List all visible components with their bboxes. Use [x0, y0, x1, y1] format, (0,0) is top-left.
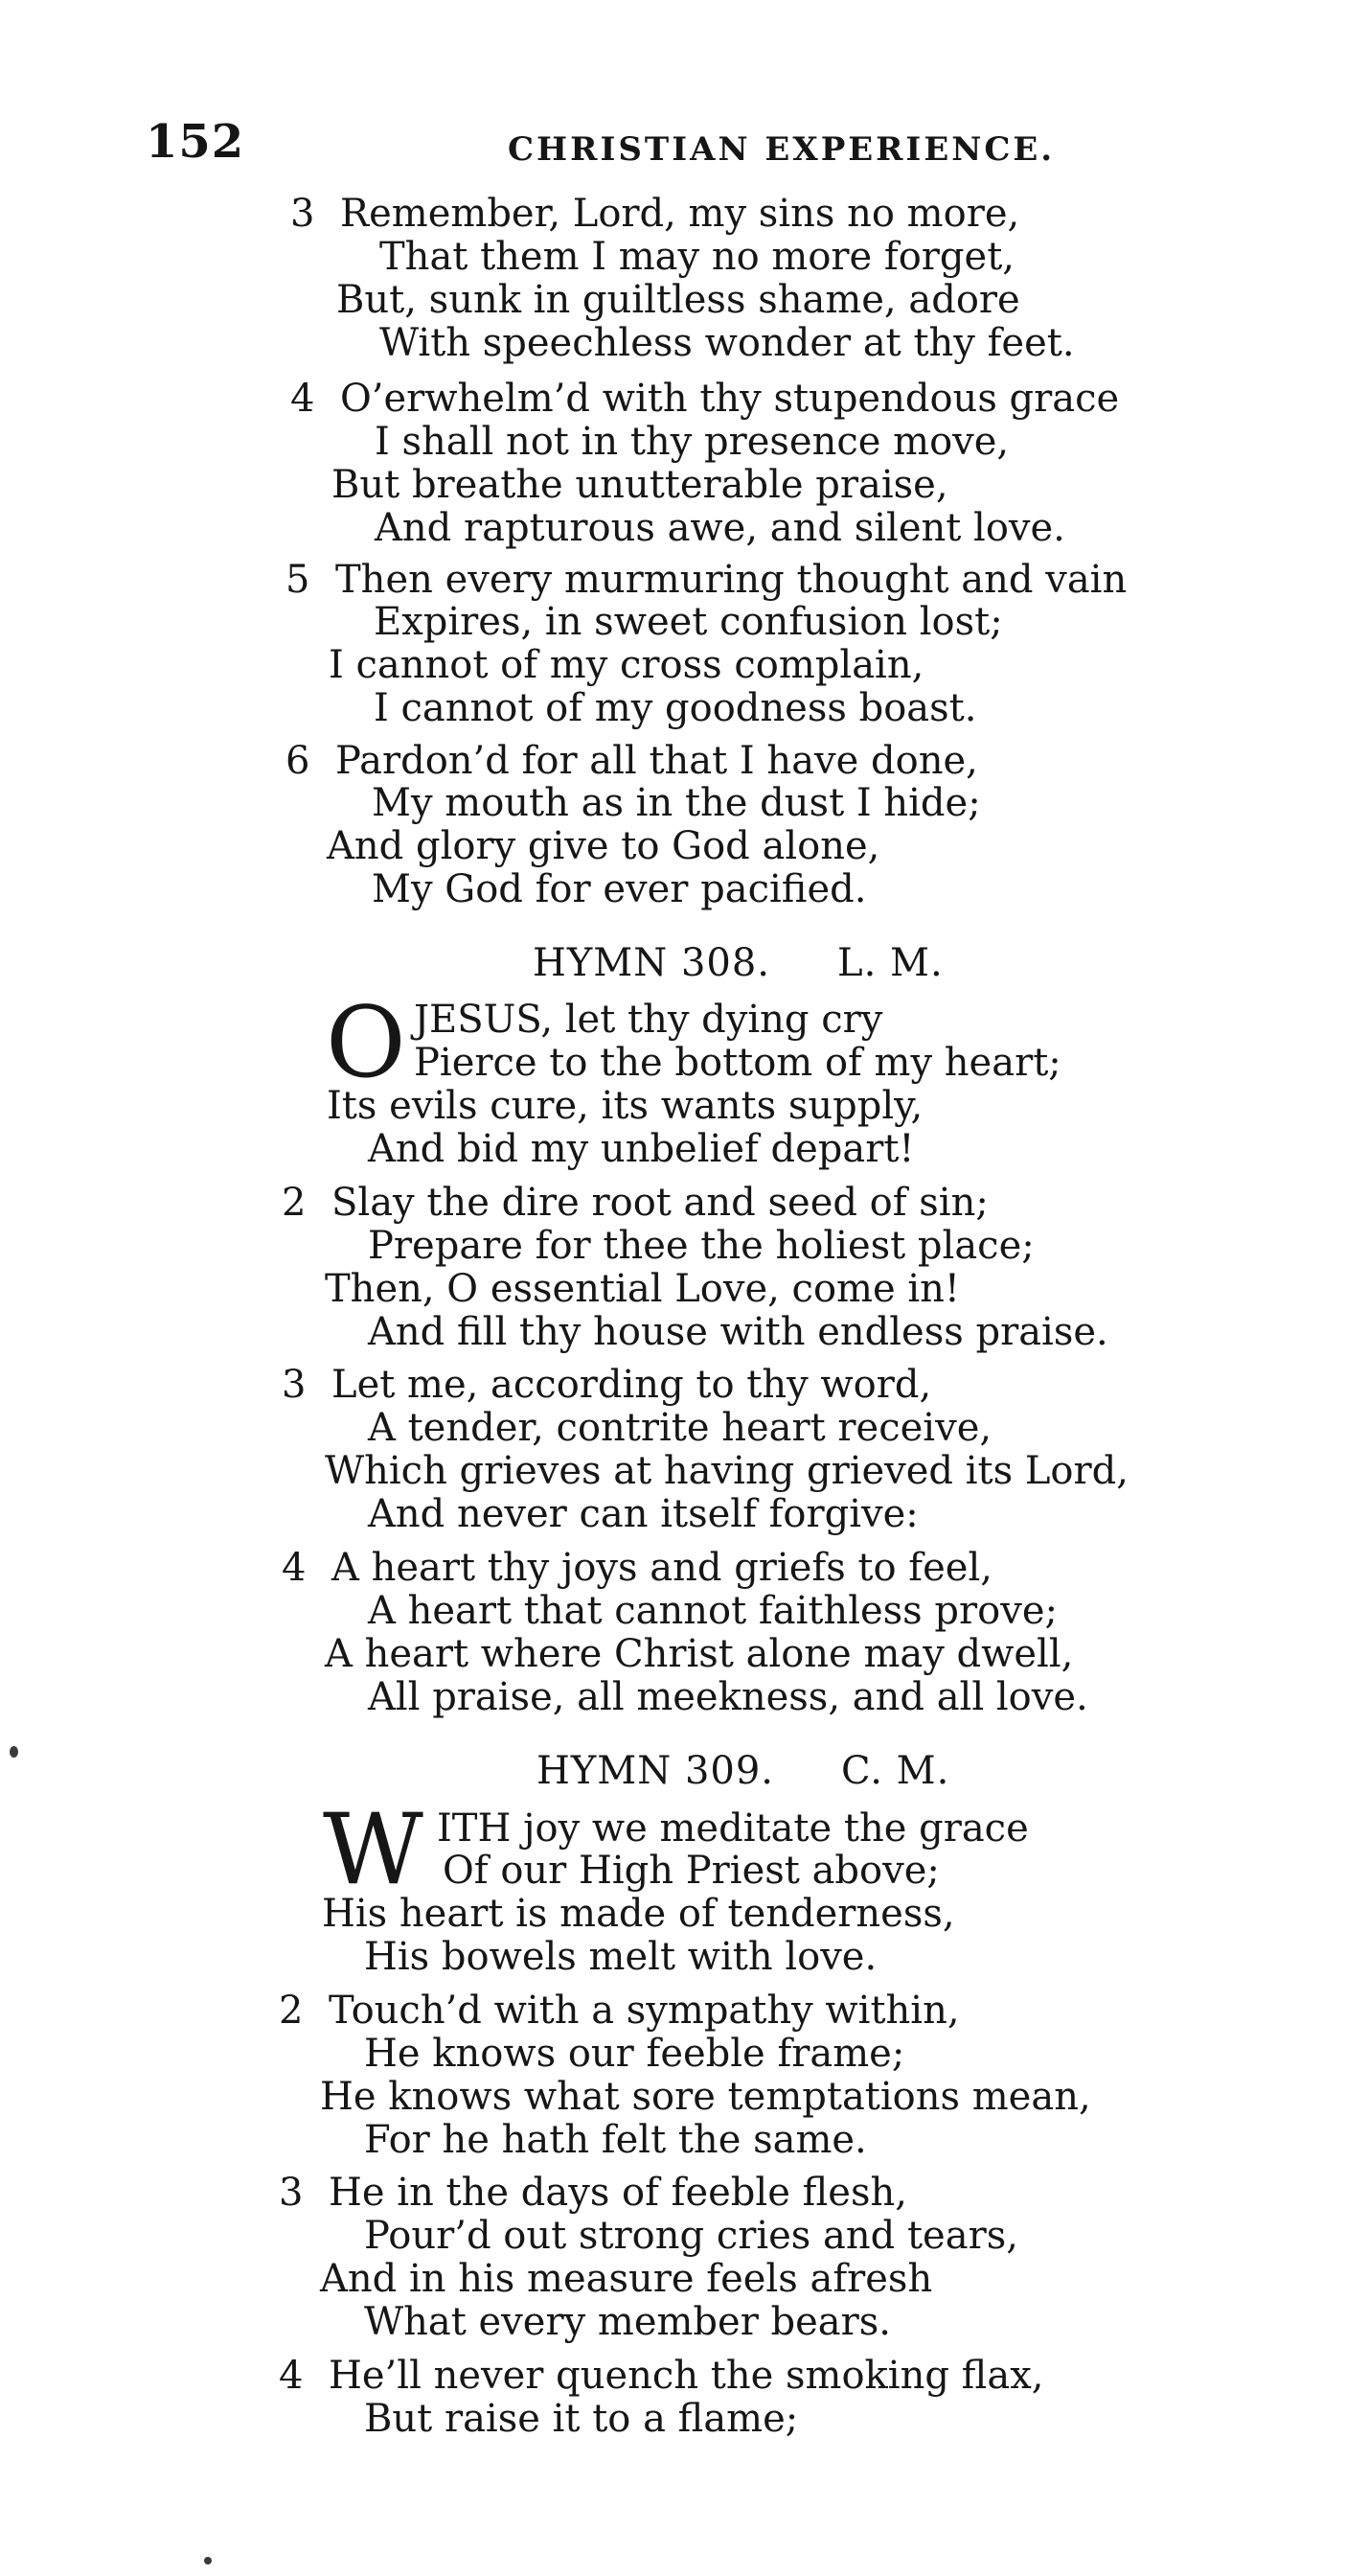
- verse-line: A tender, contrite heart receive,: [368, 1406, 992, 1450]
- verse-number: 4: [279, 2354, 304, 2398]
- verse-number: 2: [279, 1989, 304, 2033]
- verse-line: Then, O essential Love, come in!: [325, 1267, 960, 1311]
- verse-number: 2: [282, 1181, 307, 1225]
- verse-line: Pour’d out strong cries and tears,: [364, 2214, 1018, 2258]
- verse-line: Which grieves at having grieved its Lord,: [325, 1449, 1129, 1493]
- drop-cap: W: [323, 1793, 423, 1907]
- verse-number: 4: [282, 1546, 307, 1590]
- verse-line: JESUS, let thy dying cry: [414, 998, 883, 1042]
- verse-line: A heart that cannot faithless prove;: [368, 1589, 1058, 1633]
- verse-line: And rapturous awe, and silent love.: [375, 506, 1065, 550]
- verse-line: But raise it to a flame;: [364, 2397, 799, 2441]
- verse-line: A heart where Christ alone may dwell,: [325, 1632, 1074, 1676]
- verse-line: But breathe unutterable praise,: [331, 463, 948, 507]
- verse-number: 5: [285, 558, 310, 602]
- ink-speck: [10, 1746, 18, 1758]
- verse-line: [279, 1989, 960, 2033]
- verse-text: A heart thy joys and griefs to feel,: [331, 1546, 992, 1590]
- verse-number: 3: [282, 1363, 307, 1407]
- verse-line: My mouth as in the dust I hide;: [372, 781, 981, 825]
- verse-line: My God for ever pacified.: [372, 867, 867, 911]
- hymn-title: HYMN 308.: [533, 941, 771, 985]
- verse-line: Pierce to the bottom of my heart;: [414, 1041, 1061, 1085]
- verse-line: And bid my unbelief depart!: [368, 1127, 915, 1171]
- page-number: 152: [146, 115, 245, 169]
- verse-text: He’ll never quench the smoking flax,: [329, 2354, 1044, 2398]
- verse-line: [282, 1363, 931, 1407]
- verse-line: And glory give to God alone,: [327, 824, 880, 868]
- verse-line: [285, 739, 978, 783]
- verse-line: His bowels melt with love.: [364, 1935, 878, 1979]
- verse-text: Pardon’d for all that I have done,: [335, 739, 978, 783]
- verse-number: 4: [290, 377, 315, 421]
- verse-line: [282, 1546, 992, 1590]
- ink-speck: [204, 2557, 212, 2564]
- verse-text: He in the days of feeble flesh,: [329, 2171, 907, 2215]
- verse-line: [282, 1181, 989, 1225]
- verse-line: I cannot of my cross complain,: [329, 643, 924, 687]
- hymn-meter: L. M.: [837, 941, 944, 985]
- verse-line: And in his measure feels afresh: [320, 2257, 933, 2301]
- hymn-309-heading: [536, 1749, 949, 1793]
- verse-text: Remember, Lord, my sins no more,: [340, 192, 1020, 236]
- verse-line: [290, 192, 1019, 236]
- hymn-meter: C. M.: [841, 1749, 950, 1793]
- verse-line: And fill thy house with endless praise.: [368, 1310, 1108, 1354]
- verse-line: Prepare for thee the holiest place;: [368, 1224, 1035, 1268]
- verse-line: I shall not in thy presence move,: [375, 420, 1010, 464]
- verse-text: Let me, according to thy word,: [331, 1363, 932, 1407]
- verse-line: For he hath felt the same.: [364, 2118, 867, 2162]
- verse-text: Slay the dire root and seed of sin;: [331, 1181, 989, 1225]
- verse-line: With speechless wonder at thy feet.: [379, 321, 1075, 365]
- verse-line: He knows our feeble frame;: [364, 2032, 905, 2076]
- verse-line: But, sunk in guiltless shame, adore: [336, 278, 1020, 322]
- verse-line: ITH joy we meditate the grace: [437, 1806, 1029, 1851]
- verse-line: And never can itself forgive:: [368, 1492, 919, 1536]
- verse-line: [285, 558, 1127, 602]
- verse-number: 3: [279, 2171, 304, 2215]
- verse-number: 6: [285, 739, 310, 783]
- verse-line: [279, 2171, 907, 2215]
- verse-text: Touch’d with a sympathy within,: [329, 1989, 960, 2033]
- verse-line: That them I may no more forget,: [379, 235, 1015, 279]
- verse-line: I cannot of my goodness boast.: [374, 686, 977, 730]
- verse-line: [279, 2354, 1043, 2398]
- verse-line: Its evils cure, its wants supply,: [327, 1084, 924, 1128]
- verse-text: Then every murmuring thought and vain: [335, 558, 1128, 602]
- running-head: CHRISTIAN EXPERIENCE.: [508, 130, 1056, 169]
- verse-line: What every member bears.: [364, 2300, 892, 2344]
- hymn-308-heading: [533, 941, 944, 985]
- verse-text: O’erwhelm’d with thy stupendous grace: [340, 377, 1120, 421]
- verse-line: Of our High Priest above;: [443, 1849, 940, 1893]
- verse-line: [290, 377, 1119, 421]
- verse-number: 3: [290, 192, 315, 236]
- verse-line: All praise, all meekness, and all love.: [368, 1675, 1088, 1719]
- verse-line: He knows what sore temptations mean,: [320, 2075, 1091, 2119]
- hymn-title: HYMN 309.: [536, 1749, 775, 1793]
- drop-cap: O: [326, 986, 406, 1100]
- verse-line: His heart is made of tenderness,: [322, 1892, 955, 1936]
- verse-line: Expires, in sweet confusion lost;: [374, 600, 1003, 644]
